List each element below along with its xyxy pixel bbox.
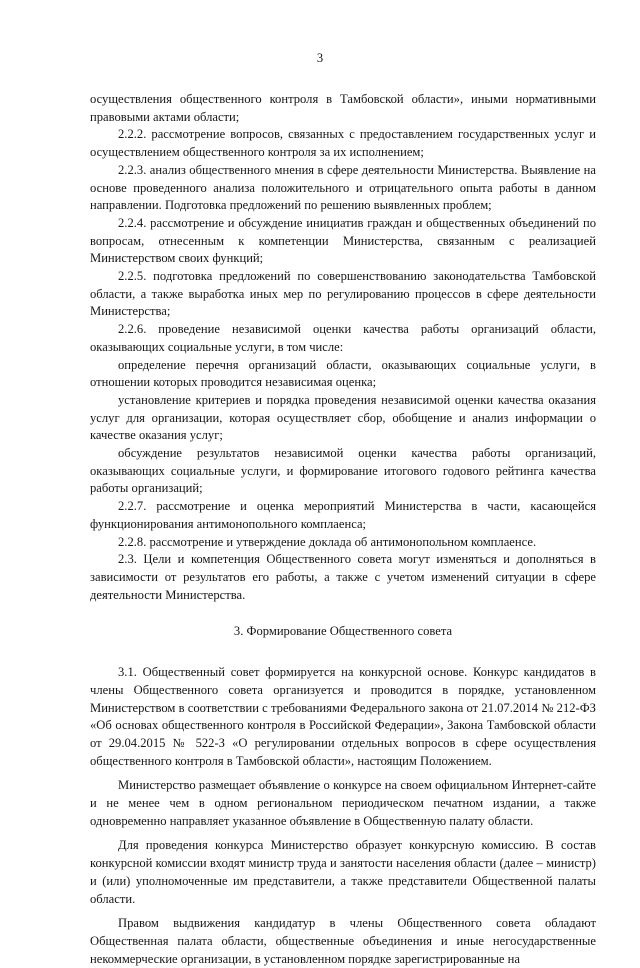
paragraph-2-2-4: 2.2.4. рассмотрение и обсуждение инициатив граждан и общественных объединений по вопросам, отнесенным к компетенции Министерства, связанным с реализацией Министерством своих функций; <box>90 215 596 266</box>
paragraph-2-2-2: 2.2.2. рассмотрение вопросов, связанных с предоставлением государственных услуг и осуществлением общественного контроля за их исполнением; <box>90 127 596 160</box>
paragraph-2-2-3: 2.2.3. анализ общественного мнения в сфере деятельности Министерства. Выявление на основе проведенного анализа положительного и отрицательного опыта работы в данном направлении. Подготовка предложений по решению выявленных проблем; <box>90 162 596 213</box>
paragraph-nomination: Правом выдвижения кандидатур в члены Общественного совета обладают Общественная палата области, общественные объединения и иные негосударственные некоммерческие организации, в установленном порядке зарегистрированные на <box>90 916 596 966</box>
paragraph-commission: Для проведения конкурса Министерство образует конкурсную комиссию. В состав конкурсной комиссии входят министр труда и занятости населения области (далее – министр) и (или) уполномоченные им представители, а также представители Общественной палаты области. <box>90 838 596 906</box>
paragraph-3-1: 3.1. Общественный совет формируется на конкурсной основе. Конкурс кандидатов в члены Общественного совета организуется и проводится в порядке, установленном Министерством в соответствии с требованиями Федерального закона от 21.07.2014 № 212-ФЗ «Об основах общественного контроля в Российской Федерации», Закона Тамбовской области от 29.04.2015 № 522-З «О регулировании отдельных вопросов в сфере осуществления общественного контроля в Тамбовской области», настоящим Положением. <box>90 665 596 768</box>
paragraph-2-2-7: 2.2.7. рассмотрение и оценка мероприятий Министерства в части, касающейся функционирования антимонопольного комплаенса; <box>90 499 596 531</box>
paragraph-announcement: Министерство размещает объявление о конкурсе на своем официальном Интернет-сайте и не менее чем в одном региональном периодическом печатном издании, а также одновременно направляет указанное объявление в Общественную палату области. <box>90 778 596 828</box>
paragraph-2-3: 2.3. Цели и компетенция Общественного совета могут изменяться и дополняться в зависимости от результатов его работы, а также с учетом изменений ситуации в сфере деятельности Министерства. <box>90 552 596 602</box>
paragraph-continuation: осуществления общественного контроля в Тамбовской области», иными нормативными правовыми актами области; <box>90 92 596 124</box>
section-heading: 3. Формирование Общественного совета <box>233 624 453 639</box>
paragraph-2-2-8: 2.2.8. рассмотрение и утверждение доклада об антимонопольном комплаенсе. <box>118 534 537 549</box>
paragraph-list-item-2: установление критериев и порядка проведения независимой оценки качества оказания услуг для организации, которая осуществляет сбор, обобщение и анализ информации о качестве оказания услуг; <box>90 392 596 443</box>
paragraph-list-item-1: определение перечня организаций области, оказывающих социальные услуги, в отношении которых проводится независимая оценка; <box>90 357 596 390</box>
page-number: 3 <box>316 51 324 65</box>
paragraph-2-2-6: 2.2.6. проведение независимой оценки качества работы организаций области, оказывающих социальные услуги, в том числе: <box>90 322 596 354</box>
document-body <box>90 91 596 968</box>
paragraph-2-2-5: 2.2.5. подготовка предложений по совершенствованию законодательства Тамбовской области, а также выработка иных мер по регулированию процессов в сфере деятельности Министерства; <box>90 269 596 319</box>
paragraph-list-item-3: обсуждение результатов независимой оценки качества работы организаций, оказывающих социальные услуги, и формирование итогового годового рейтинга качества работы организаций; <box>90 446 596 496</box>
